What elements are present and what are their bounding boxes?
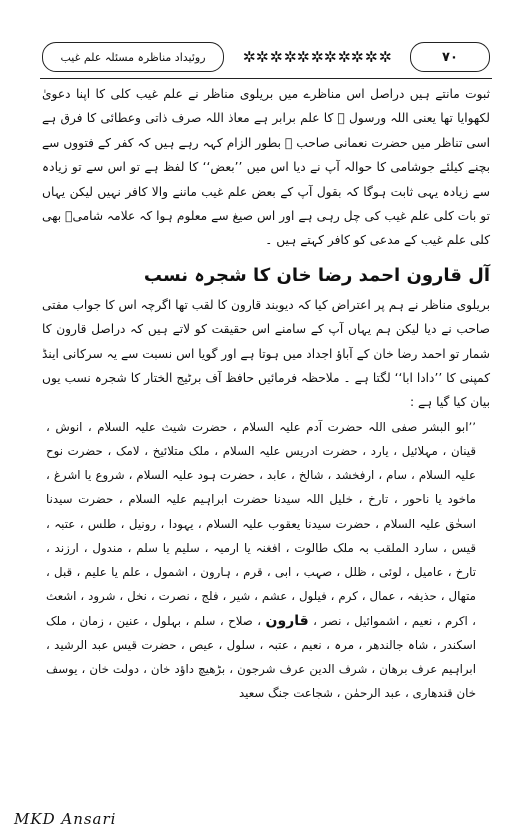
genealogy-quote <box>46 415 476 705</box>
page-number: ۷۰ <box>410 42 490 72</box>
ornament-star-icon: ✲ <box>378 48 392 66</box>
highlighted-name: قارون <box>265 612 309 629</box>
page-header <box>42 40 490 74</box>
ornament-star-icon: ✲ <box>323 48 338 66</box>
section-heading: آل قارون احمد رضا خان کا شجرہ نسب <box>143 264 490 286</box>
ornament-divider <box>243 48 391 66</box>
body-paragraph: ثبوت مانتے ہیں دراصل اس مناظرے میں بریلوی مناظر نے علم غیب کلی کا اپنا دعویٰ لکھوایا تھا یعنی اللہ ورسول ﷺ کا علم برابر ہے معاذ اللہ صرف ذاتی وعطائی کا فرق ہے اسی تناظر میں حضرت نعمانی صاحب ؒ بطور الزام کہہ رہے ہیں کہ کفر کے فتووں سے بچنے کیلئے جوشامی کا حوالہ آپ نے دیا اس میں ’’بعض‘‘ کا لفظ ہے تو اس سے تو زیادہ سے زیادہ یہی ثابت ہوگا کہ بقول آپ کے بعض علم غیب ماننے والا کافر نہیں لیکن یہاں تو بات کلی علم غیب کی چل رہی ہے اور اس صیغ سے معلوم ہوا کہ علامہ شامیؒ بھی کلی علم غیب کے مدعی کو کافر کہتے ہیں ۔ <box>42 87 490 248</box>
ornament-star-icon: ✲ <box>337 48 351 66</box>
body-paragraph: بریلوی مناظر نے ہم پر اعتراض کیا کہ دیوبند قارون کا لقب تھا اگرچہ اس کا جواب مفتی صاحب نے دیا لیکن ہم یہاں آپ کے سامنے اس حقیقت کو لاتے ہیں کہ دراصل قارون کا شمار تو احمد رضا خان کے آباؤ اجداد میں ہوتا ہے اور گویا اس نسبت سے یہ سرکانی اینڈ کمپنی کا ’’دادا ابا‘‘ لگتا ہے ۔ ملاحظہ فرمائیں حافظ آف برٹیج الختار کا شجرہ نسب یوں بیان کیا گیا ہے : <box>42 297 490 410</box>
ornament-star-icon: ✲ <box>296 48 311 66</box>
page-body <box>42 82 490 705</box>
ornament-star-icon: ✲ <box>269 48 283 66</box>
ornament-star-icon: ✲ <box>310 48 324 66</box>
header-rule <box>40 78 492 79</box>
ornament-star-icon: ✲ <box>283 48 297 66</box>
ornament-star-icon: ✲ <box>364 48 378 66</box>
running-title: روئیداد مناظرہ مسئلہ علم غیب <box>42 42 224 72</box>
ornament-star-icon: ✲ <box>351 48 365 66</box>
ornament-star-icon: ✲ <box>242 48 256 66</box>
handwritten-signature: MKD Ansari <box>14 810 117 828</box>
genealogy-text: ’’ابو البشر صفی اللہ حضرت آدم علیہ السلام ، حضرت شیث علیہ السلام ، انوش ، قینان ، مہلائیل ، یارد ، حضرت ادریس علیہ السلام ، ملک متلائیخ ، لامک ، حضرت نوح علیہ السلام ، سام ، ارفخشد ، شالخ ، عابد ، حضرت ہود علیہ السلام ، شروع یا اشرغ ، ماخود یا ناحور ، تارخ ، خلیل اللہ سیدنا حضرت ابراہیم علیہ السلام ، حضرت سیدنا اسحٰق علیہ السلام ، حضرت سیدنا یعقوب علیہ السلام ، یہودا ، رونیل ، طلس ، عتبہ ، قیس ، سارد الملقب بہ ملک طالوت ، افغنہ یا ارمیہ ، سلیم یا سلم ، مندول ، ارزند ، تارخ ، عامیل ، لوئی ، ظلل ، صہب ، ابی ، قرم ، ہارون ، اشمول ، علم یا علیم ، قبل ، متھال ، حذیفہ ، عمال ، کرم ، فیلول ، عشم ، شیر ، فلج ، نصرت ، نخل ، شرود ، اشعث ، اکرم ، نعیم ، اشموائیل ، نصر ، <box>46 419 476 628</box>
genealogy-text: ، صلاح ، سلم ، بہلول ، عنین ، زمان ، ملک اسکندر ، شاہ جالندھر ، مرہ ، نعیم ، عتبہ ، سلول ، عیص ، حضرت قیس عبد الرشید ، ابراہیم عرف برھان ، شرف الدین عرف شرجون ، بڑھیچ داؤد خان ، دولت خان ، یوسف خان قندھاری ، عبد الرحمٰن ، شجاعت جنگ سعید <box>46 613 476 701</box>
ornament-star-icon: ✲ <box>256 48 270 66</box>
